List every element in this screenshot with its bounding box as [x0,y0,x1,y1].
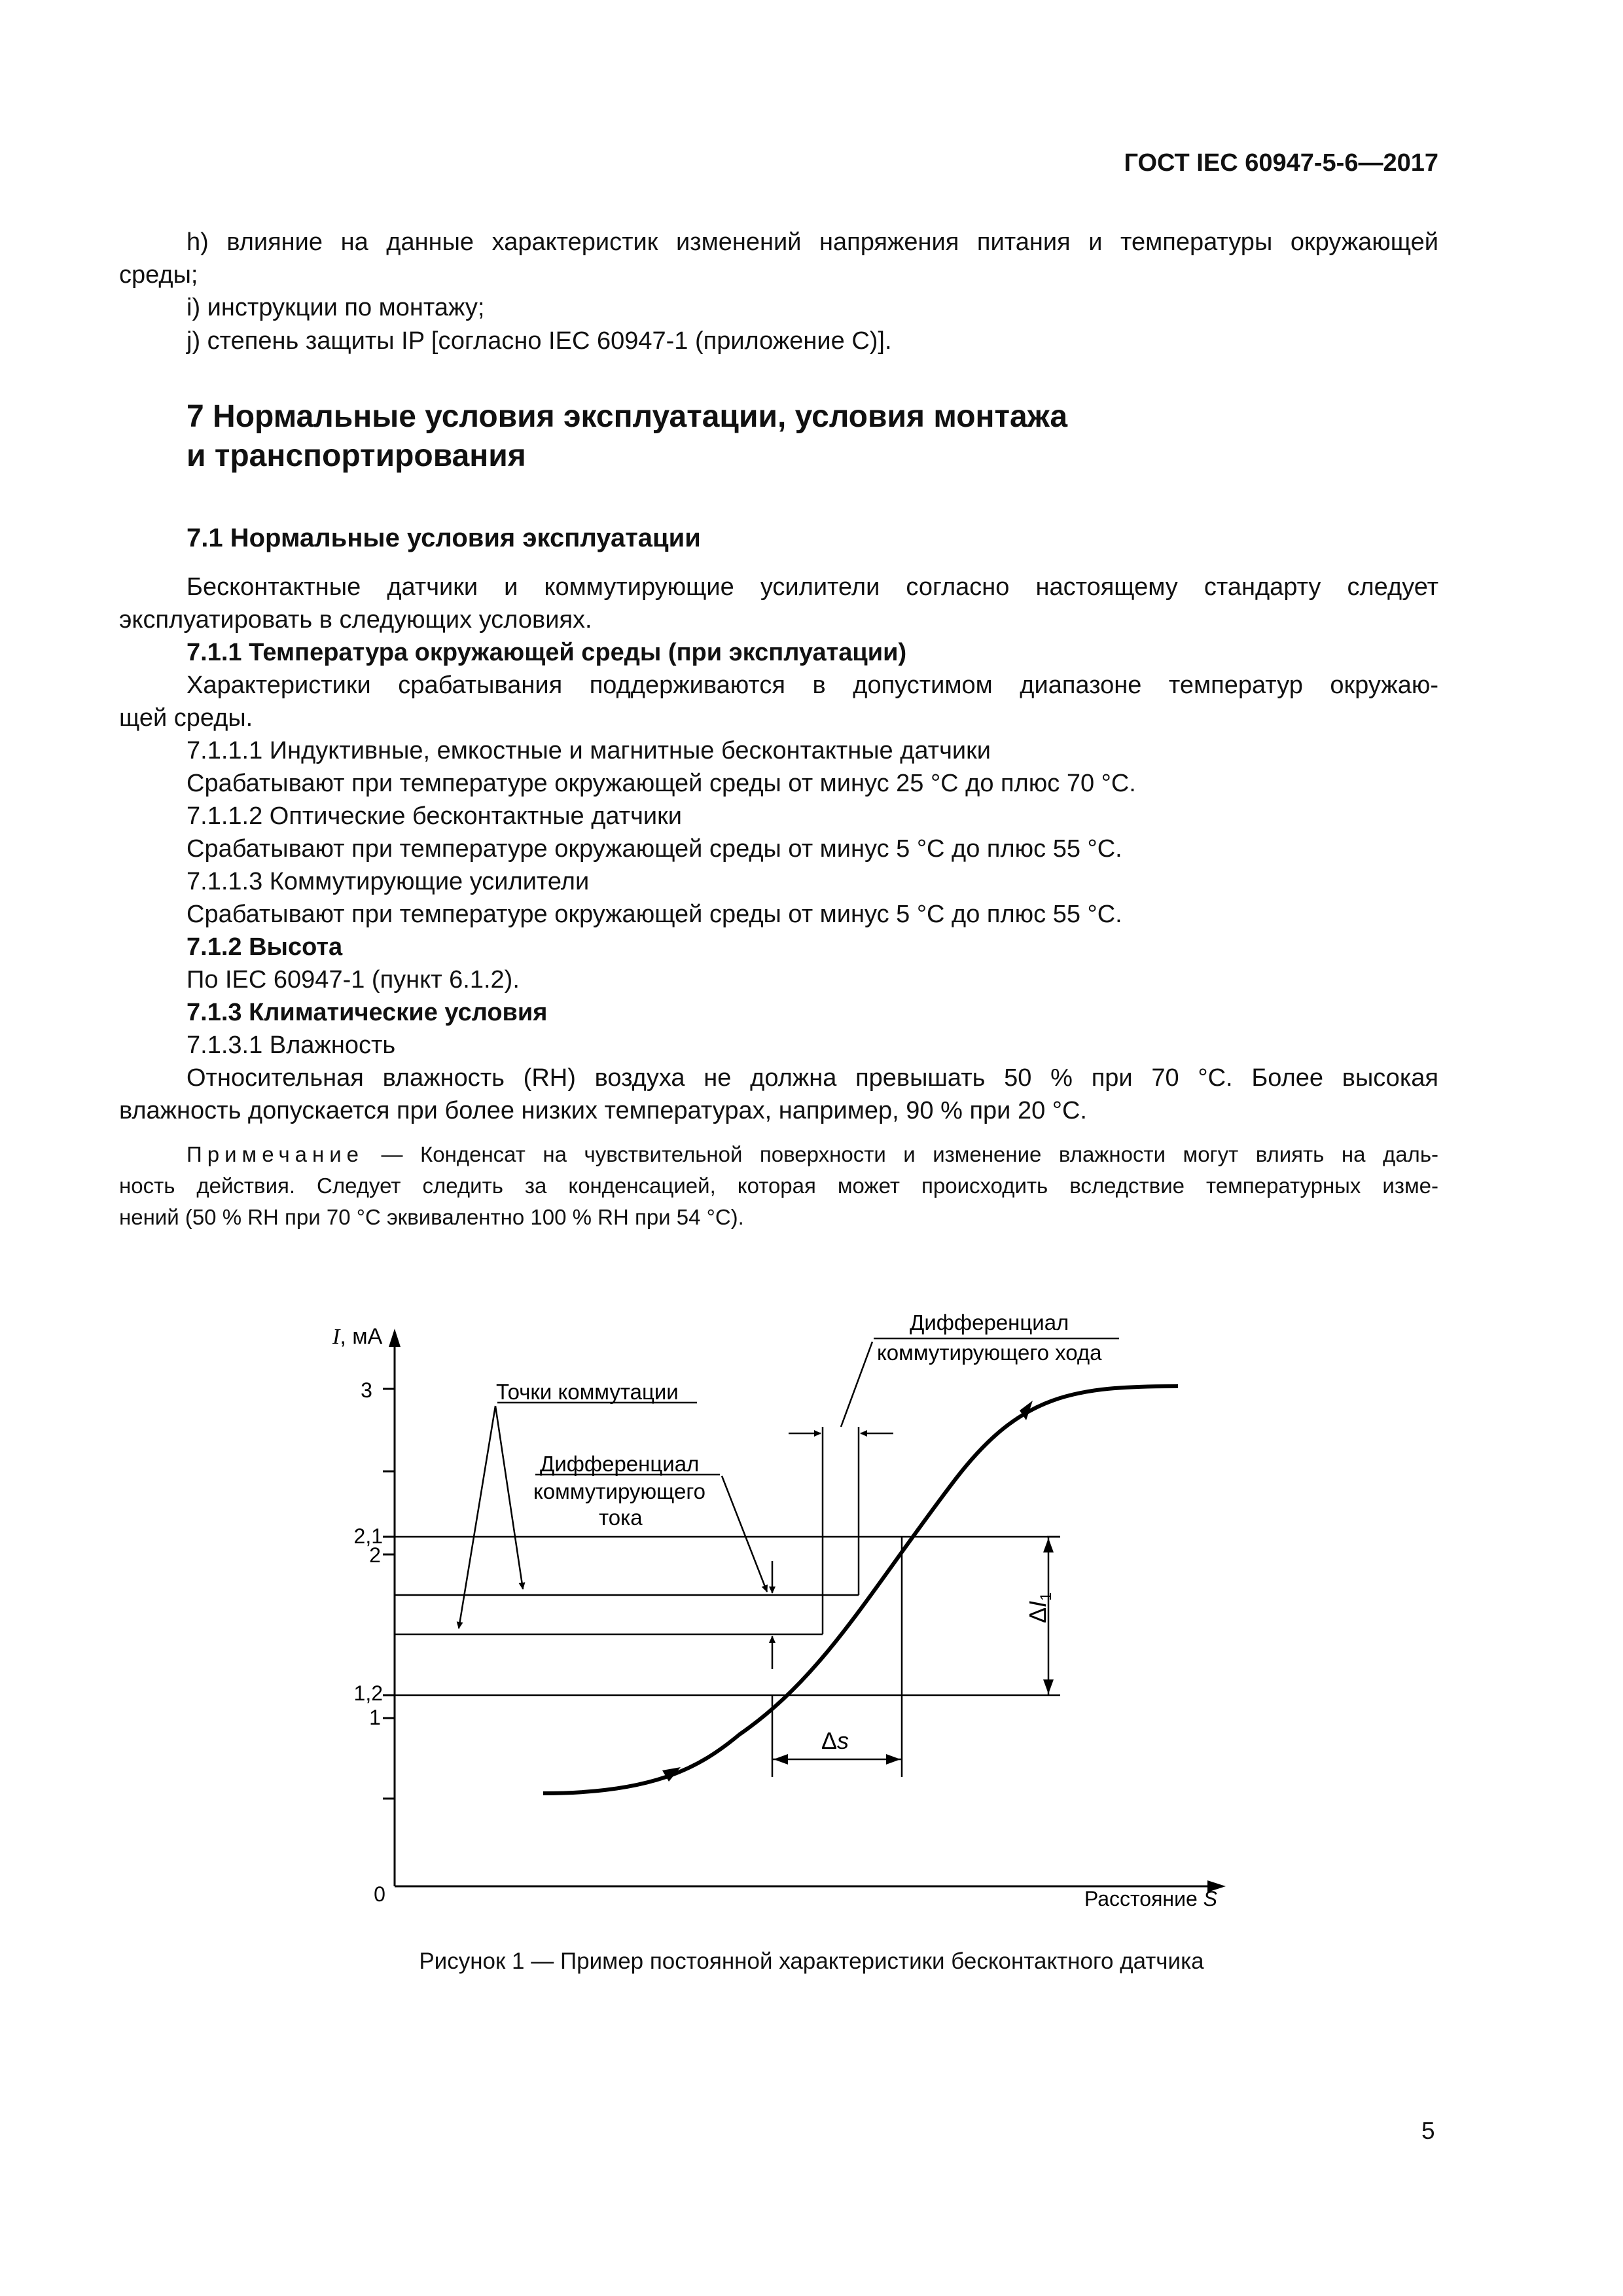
section-7-1-title: 7.1 Нормальные условия эксплуатации [187,524,701,552]
y-axis-label: I, мА [332,1324,383,1349]
note-line2: ность действия. Следует следить за конденсацией, которая может происходить вследствие температурных изме- [119,1174,1438,1198]
list-item-j: j) степень защиты IP [согласно IEC 60947-1 (приложение С)]. [187,327,892,355]
section-7-1-1-text-line1: Характеристики срабатывания поддерживаются в допустимом диапазоне температур окружаю- [187,672,1438,699]
section-7-1-intro-line1: Бесконтактные датчики и коммутирующие усилители согласно настоящему стандарту следует [187,573,1438,601]
tick-label-1: 1 [369,1706,381,1729]
diff-current-pointer [722,1476,767,1592]
delta-s-arrow-left-icon [774,1754,788,1765]
section-7-1-2-title: 7.1.2 Высота [187,933,343,961]
section-7-title-line2: и транспортирования [187,439,526,473]
characteristic-curve [543,1386,1178,1793]
delta-i-arrow-up-icon [1043,1538,1054,1552]
tick-label-2: 2 [369,1543,381,1567]
label-switch-points: Точки коммутации [496,1380,679,1404]
tick-label-3: 3 [361,1378,372,1402]
y-axis-arrow-icon [389,1329,401,1347]
section-7-1-1-1-text: Срабатывают при температуре окружающей среды от минус 25 °С до плюс 70 °С. [187,770,1136,797]
section-7-1-3-1-text-line1: Относительная влажность (RH) воздуха не должна превышать 50 % при 70 °С. Более высокая [187,1064,1438,1092]
tick-label-2-1: 2,1 [353,1524,383,1548]
section-7-1-1-text-line2: щей среды. [119,704,253,732]
section-7-1-intro-line2: эксплуатировать в следующих условиях. [119,606,592,634]
label-diff-travel-line1: Дифференциал [910,1310,1069,1335]
sensor-characteristic-figure [0,1283,1623,2003]
section-7-1-1-3-title: 7.1.1.3 Коммутирующие усилители [187,868,590,895]
label-diff-travel-line2: коммутирующего хода [877,1340,1102,1365]
section-7-title-line1: 7 Нормальные условия эксплуатации, условия монтажа [187,399,1068,434]
label-delta-s: Δs [821,1727,849,1754]
delta-i-arrow-down-icon [1043,1679,1054,1694]
section-7-1-1-2-title: 7.1.1.2 Оптические бесконтактные датчики [187,802,682,830]
label-delta-i: $\Delta I_1$ [1024,1592,1055,1623]
note-label: Примечание [187,1142,365,1166]
section-7-1-3-1-text-line2: влажность допускается при более низких температурах, например, 90 % при 20 °С. [119,1097,1087,1124]
section-7-1-2-text: По IEC 60947-1 (пункт 6.1.2). [187,966,520,994]
page-number: 5 [1421,2117,1435,2144]
x-axis-label: Расстояние S [1084,1887,1217,1910]
section-7-1-1-2-text: Срабатывают при температуре окружающей среды от минус 5 °С до плюс 55 °С. [187,835,1122,863]
section-7-1-3-1-title: 7.1.3.1 Влажность [187,1031,396,1059]
list-item-h-line2: среды; [119,261,198,289]
list-item-h-line1: h) влияние на данные характеристик изменений напряжения питания и температуры окружающей [187,228,1438,256]
label-diff-current-line3: тока [599,1505,643,1530]
figure-caption: Рисунок 1 — Пример постоянной характеристики бесконтактного датчика [419,1948,1204,1974]
tick-label-1-2: 1,2 [353,1681,383,1705]
section-7-1-1-title: 7.1.1 Температура окружающей среды (при эксплуатации) [187,639,907,666]
origin-label: 0 [374,1882,385,1906]
note-line1-text: — Конденсат на чувствительной поверхности и изменение влажности могут влиять на даль- [364,1142,1438,1166]
section-7-1-1-1-title: 7.1.1.1 Индуктивные, емкостные и магнитные бесконтактные датчики [187,737,991,764]
note-line3: нений (50 % RH при 70 °С эквивалентно 100 % RH при 54 °С). [119,1205,744,1229]
label-diff-current-line2: коммутирующего [533,1479,705,1503]
switch-point-pointer-2 [495,1406,523,1589]
label-diff-current-line1: Дифференциал [540,1452,700,1476]
delta-s-arrow-right-icon [886,1754,901,1765]
note-line1 [187,1139,1438,1170]
section-7-1-1-3-text: Срабатывают при температуре окружающей среды от минус 5 °С до плюс 55 °С. [187,901,1122,928]
diff-travel-pointer [841,1342,872,1427]
list-item-i: i) инструкции по монтажу; [187,294,485,321]
section-7-1-3-title: 7.1.3 Климатические условия [187,999,548,1026]
document-code: ГОСТ IEC 60947-5-6—2017 [1124,149,1438,177]
